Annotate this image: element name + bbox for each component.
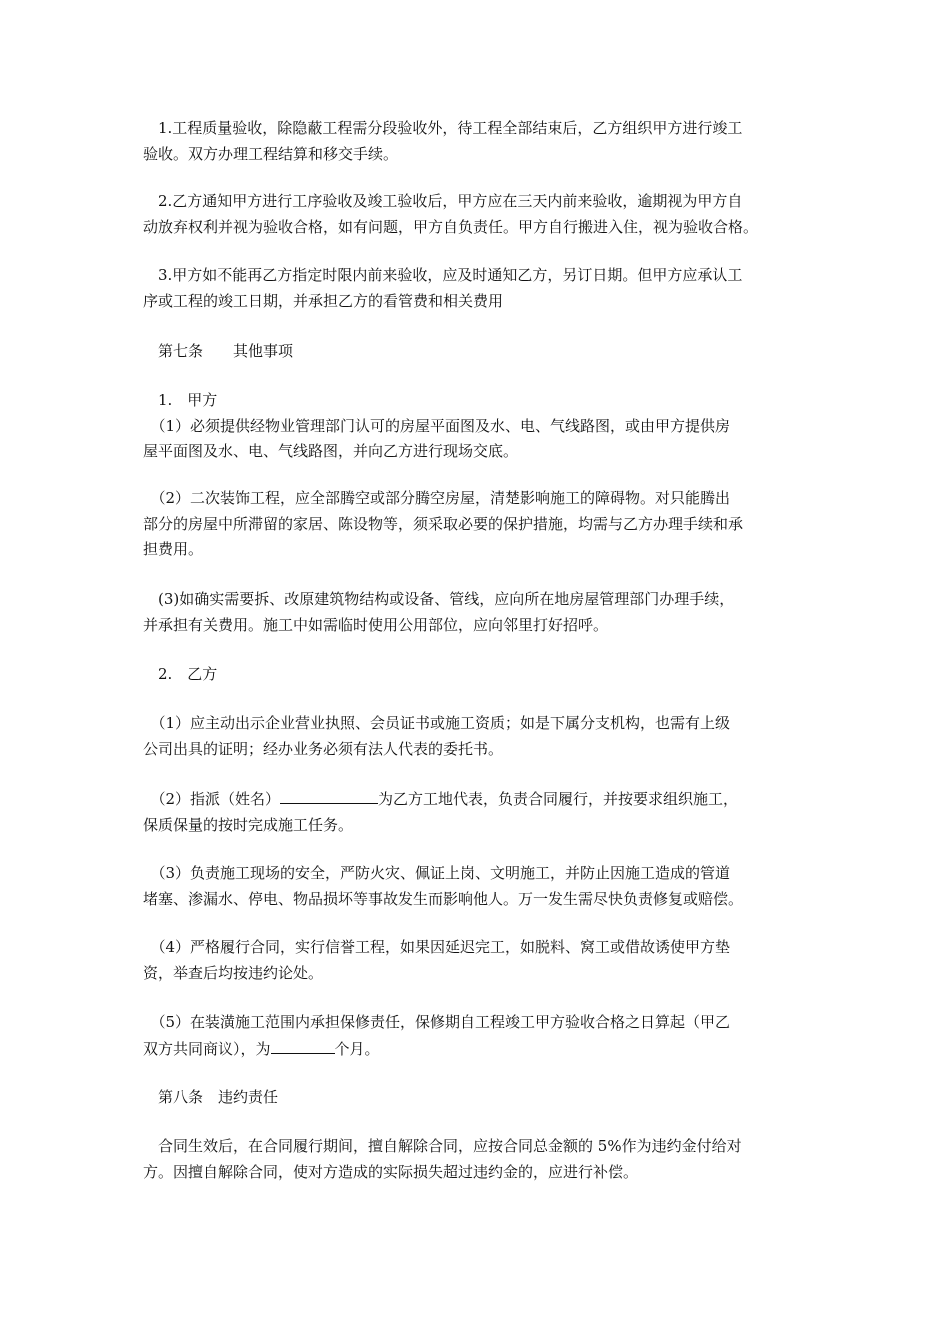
text-line: 方。因擅自解除合同，使对方造成的实际损失超过违约金的，应进行补偿。 xyxy=(143,1162,639,1181)
party-b-clause-4 xyxy=(143,935,808,986)
party-a-clause-2 xyxy=(143,486,808,563)
text-line: （2）二次装饰工程，应全部腾空或部分腾空房屋，清楚影响施工的障碍物。对只能腾出 xyxy=(143,489,731,507)
acceptance-clause-1 xyxy=(143,116,808,167)
section-heading: 第八条 违约责任 xyxy=(143,1088,279,1106)
article-8-body xyxy=(143,1134,808,1185)
section-heading: 第七条 其他事项 xyxy=(143,342,294,360)
text-line: 验收。双方办理工程结算和移交手续。 xyxy=(143,144,399,163)
text-line: 1.工程质量验收，除隐蔽工程需分段验收外，待工程全部结束后，乙方组织甲方进行竣工 xyxy=(143,119,743,137)
text-line: 3.甲方如不能再乙方指定时限内前来验收，应及时通知乙方，另订日期。但甲方应承认工 xyxy=(143,266,743,284)
text-line: 序或工程的竣工日期，并承担乙方的看管费和相关费用 xyxy=(143,291,504,310)
party-b-clause-5 xyxy=(143,1010,808,1062)
text-line: （1）必须提供经物业管理部门认可的房屋平面图及水、电、气线路图，或由甲方提供房 xyxy=(143,416,731,435)
text-line: 保质保量的按时完成施工任务。 xyxy=(143,815,354,834)
text-line: （1）应主动出示企业营业执照、会员证书或施工资质；如是下属分支机构，也需有上级 xyxy=(143,714,731,732)
text-segment: 为乙方工地代表，负责合同履行，并按要求组织施工， xyxy=(378,790,739,808)
text-line: 资，举查后均按违约论处。 xyxy=(143,963,324,982)
party-b-clause-2 xyxy=(143,786,808,838)
text-line: (3)如确实需要拆、改原建筑物结构或设备、管线，应向所在地房屋管理部门办理手续， xyxy=(143,590,735,608)
text-line xyxy=(143,786,808,813)
text-line: 屋平面图及水、电、气线路图，并向乙方进行现场交底。 xyxy=(143,442,519,460)
party-b-heading xyxy=(143,662,808,688)
text-line: 公司出具的证明；经办业务必须有法人代表的委托书。 xyxy=(143,739,504,758)
text-line: 2.乙方通知甲方进行工序验收及竣工验收后，甲方应在三天内前来验收，逾期视为甲方自 xyxy=(143,192,743,210)
text-line: 合同生效后，在合同履行期间，擅自解除合同，应按合同总金额的 5%作为违约金付给对 xyxy=(143,1137,742,1155)
text-line: 并承担有关费用。施工中如需临时使用公用部位，应向邻里打好招呼。 xyxy=(143,615,609,634)
text-segment: （2）指派（姓名） xyxy=(143,790,281,808)
text-segment: 个月。 xyxy=(334,1039,380,1058)
text-line: （3）负责施工现场的安全，严防火灾、佩证上岗、文明施工，并防止因施工造成的管道 xyxy=(143,864,731,882)
acceptance-clause-2 xyxy=(143,189,808,240)
text-line: 动放弃权利并视为验收合格，如有问题，甲方自负责任。甲方自行搬进入住，视为验收合格。 xyxy=(143,217,759,236)
subsection-heading: 2. 乙方 xyxy=(143,665,218,683)
text-line: 部分的房屋中所滞留的家居、陈设物等，须采取必要的保护措施，均需与乙方办理手续和承 xyxy=(143,514,744,533)
article-7-heading xyxy=(143,339,808,365)
party-a-section xyxy=(143,388,808,465)
text-line: （5）在装潢施工范围内承担保修责任，保修期自工程竣工甲方验收合格之日算起（甲乙 xyxy=(143,1013,731,1031)
text-segment: 双方共同商议），为 xyxy=(143,1039,271,1058)
subsection-heading: 1. 甲方 xyxy=(143,391,218,409)
text-line: （4）严格履行合同，实行信誉工程，如果因延迟完工，如脱料、窝工或借故诱使甲方垫 xyxy=(143,938,731,956)
party-a-clause-3 xyxy=(143,587,808,638)
warranty-months-blank[interactable] xyxy=(271,1036,335,1054)
text-line: 担费用。 xyxy=(143,540,204,558)
party-b-clause-3 xyxy=(143,861,808,912)
name-fill-blank[interactable] xyxy=(280,786,378,804)
article-8-heading xyxy=(143,1085,808,1111)
text-line: 堵塞、渗漏水、停电、物品损坏等事故发生而影响他人。万一发生需尽快负责修复或赔偿。 xyxy=(143,889,744,908)
acceptance-clause-3 xyxy=(143,263,808,314)
text-line xyxy=(143,1036,808,1063)
party-b-clause-1 xyxy=(143,711,808,762)
